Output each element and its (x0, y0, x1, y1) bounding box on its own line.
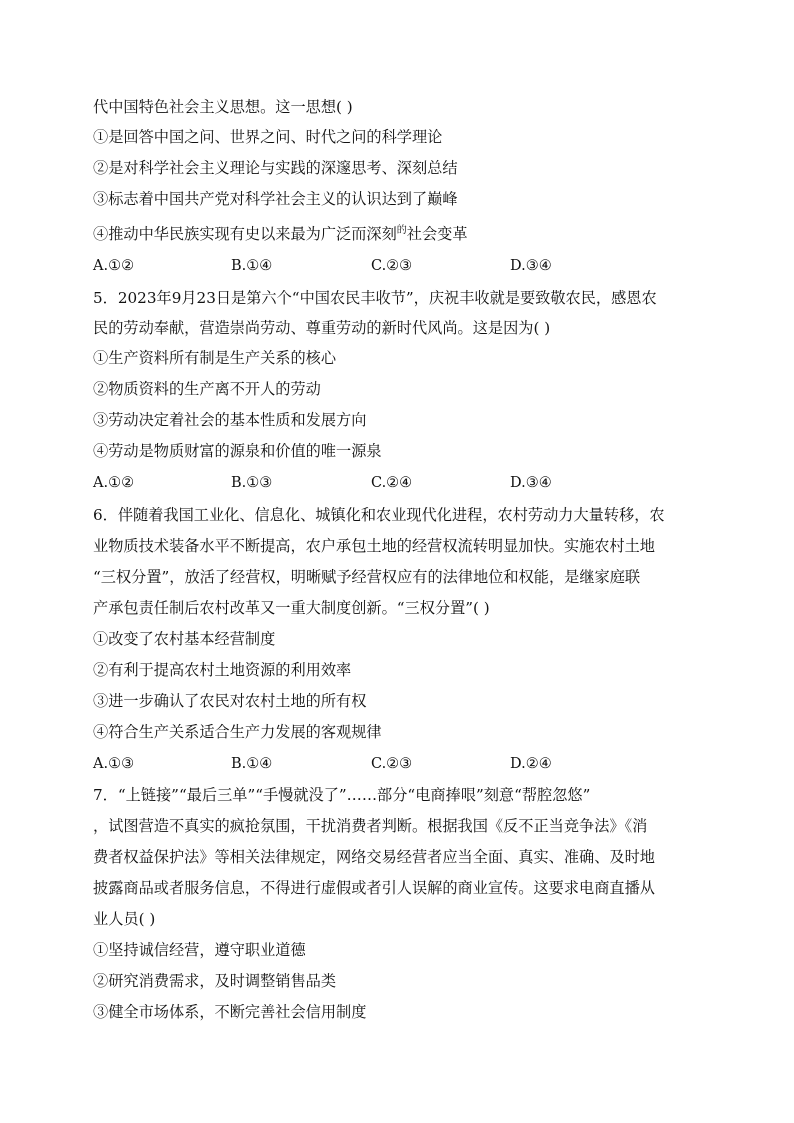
q4-item-4-text-b: 社会变革 (406, 225, 468, 243)
q5-option-b[interactable]: B.①③ (231, 475, 273, 491)
q5-stem-line-2: 民的劳动奉献，营造崇尚劳动、尊重劳动的新时代风尚。这是因为( ) (93, 319, 551, 337)
q4-option-c[interactable]: C.②③ (371, 258, 413, 274)
q6-stem-line-2: 业物质技术装备水平不断提高，农户承包土地的经营权流转明显加快。实施农村土地 (93, 537, 655, 555)
q7-item-1: ①坚持诚信经营，遵守职业道德 (93, 941, 306, 959)
q4-option-a[interactable]: A.①② (93, 258, 135, 274)
q7-stem-line-5: 业人员( ) (93, 910, 156, 928)
q6-options (93, 754, 713, 774)
q4-item-4-text-a: ④推动中华民族实现有史以来最为广泛而深刻 (93, 225, 397, 243)
q6-option-b[interactable]: B.①④ (231, 756, 273, 772)
q4-item-3: ③标志着中国共产党对科学社会主义的认识达到了巅峰 (93, 190, 458, 208)
q6-option-c[interactable]: C.②③ (371, 756, 413, 772)
q6-stem-line-1: 6．伴随着我国工业化、信息化、城镇化和农业现代化进程，农村劳动力大量转移，农 (93, 506, 665, 524)
q7-stem-line-4: 披露商品或者服务信息，不得进行虚假或者引人误解的商业宣传。这要求电商直播从 (93, 879, 655, 897)
q5-item-3: ③劳动决定着社会的基本性质和发展方向 (93, 411, 367, 429)
q5-item-1: ①生产资料所有制是生产关系的核心 (93, 349, 336, 367)
q7-stem-line-3: 费者权益保护法》等相关法律规定，网络交易经营者应当全面、真实、准确、及时地 (93, 848, 655, 866)
q6-option-d[interactable]: D.②④ (510, 756, 552, 772)
q4-stem-tail: 代中国特色社会主义思想。这一思想( ) (93, 98, 353, 116)
q5-option-c[interactable]: C.②④ (371, 475, 413, 491)
q4-item-4 (93, 224, 468, 247)
q6-item-2: ②有利于提高农村土地资源的利用效率 (93, 661, 352, 679)
q5-option-a[interactable]: A.①② (93, 475, 135, 491)
q5-item-4: ④劳动是物质财富的源泉和价值的唯一源泉 (93, 442, 382, 460)
q4-item-1: ①是回答中国之问、世界之问、时代之问的科学理论 (93, 128, 443, 146)
q6-item-1: ①改变了农村基本经营制度 (93, 630, 276, 648)
q4-option-d[interactable]: D.③④ (510, 258, 552, 274)
q6-stem-line-4: 产承包责任制后农村改革又一重大制度创新。“三权分置”( ) (93, 599, 490, 617)
q7-item-3: ③健全市场体系，不断完善社会信用制度 (93, 1003, 367, 1021)
q7-stem-line-1: 7．“上链接”“最后三单”“手慢就没了”……部分“电商捧哏”刻意“帮腔忽悠” (93, 786, 591, 804)
q4-item-2: ②是对科学社会主义理论与实践的深邃思考、深刻总结 (93, 159, 458, 177)
q5-option-d[interactable]: D.③④ (510, 475, 552, 491)
q6-item-3: ③进一步确认了农民对农村土地的所有权 (93, 692, 367, 710)
q5-stem-line-1: 5．2023年9月23日是第六个“中国农民丰收节”，庆祝丰收就是要致敬农民，感恩农 (93, 289, 657, 307)
q7-stem-line-2: ，试图营造不真实的疯抢氛围，干扰消费者判断。根据我国《反不正当竞争法》《消 (93, 817, 648, 835)
q6-stem-line-3: “三权分置”，放活了经营权，明晰赋予经营权应有的法律地位和权能，是继家庭联 (93, 568, 641, 586)
q5-item-2: ②物质资料的生产离不开人的劳动 (93, 380, 321, 398)
q5-options (93, 473, 713, 493)
q4-option-b[interactable]: B.①④ (231, 258, 273, 274)
q4-options (93, 256, 713, 276)
q7-item-2: ②研究消费需求，及时调整销售品类 (93, 972, 336, 990)
q6-option-a[interactable]: A.①③ (93, 756, 135, 772)
q4-item-4-superscript: 的 (396, 225, 407, 236)
q6-item-4: ④符合生产关系适合生产力发展的客观规律 (93, 723, 382, 741)
